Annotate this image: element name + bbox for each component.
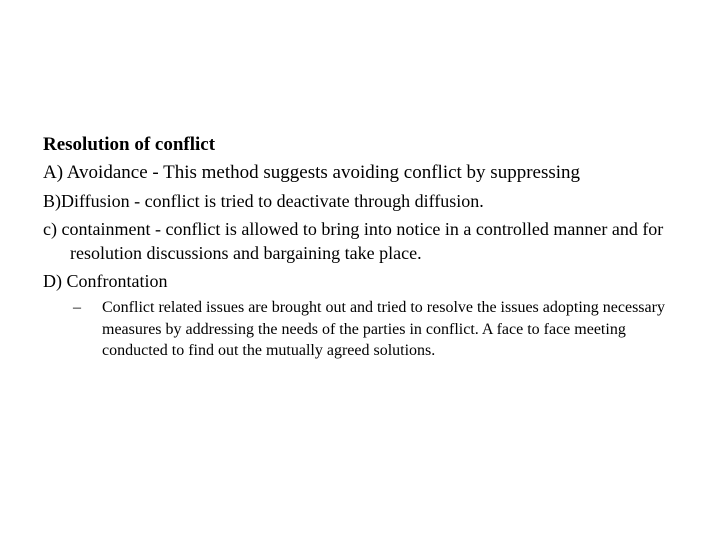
confrontation-sublist <box>43 297 683 362</box>
confrontation-subitem-text: Conflict related issues are brought out and tried to resolve the issues adopting necessary measures by addressing the needs of the parties in conflict. A face to face meeting conducted to find out the mutually agreed solutions. <box>102 299 665 359</box>
dash-bullet-icon: – <box>73 299 81 316</box>
item-confrontation: D) Confrontation <box>43 271 168 291</box>
slide-content <box>43 133 683 362</box>
item-containment: c) containment - conflict is allowed to bring into notice in a controlled manner and for resolution discussions and bargaining take place. <box>43 219 664 263</box>
confrontation-subitem <box>43 297 683 362</box>
slide-title: Resolution of conflict <box>43 134 216 155</box>
item-avoidance: A) Avoidance - This method suggests avoiding conflict by suppressing <box>43 162 581 183</box>
item-diffusion: B)Diffusion - conflict is tried to deactivate through diffusion. <box>43 191 484 211</box>
